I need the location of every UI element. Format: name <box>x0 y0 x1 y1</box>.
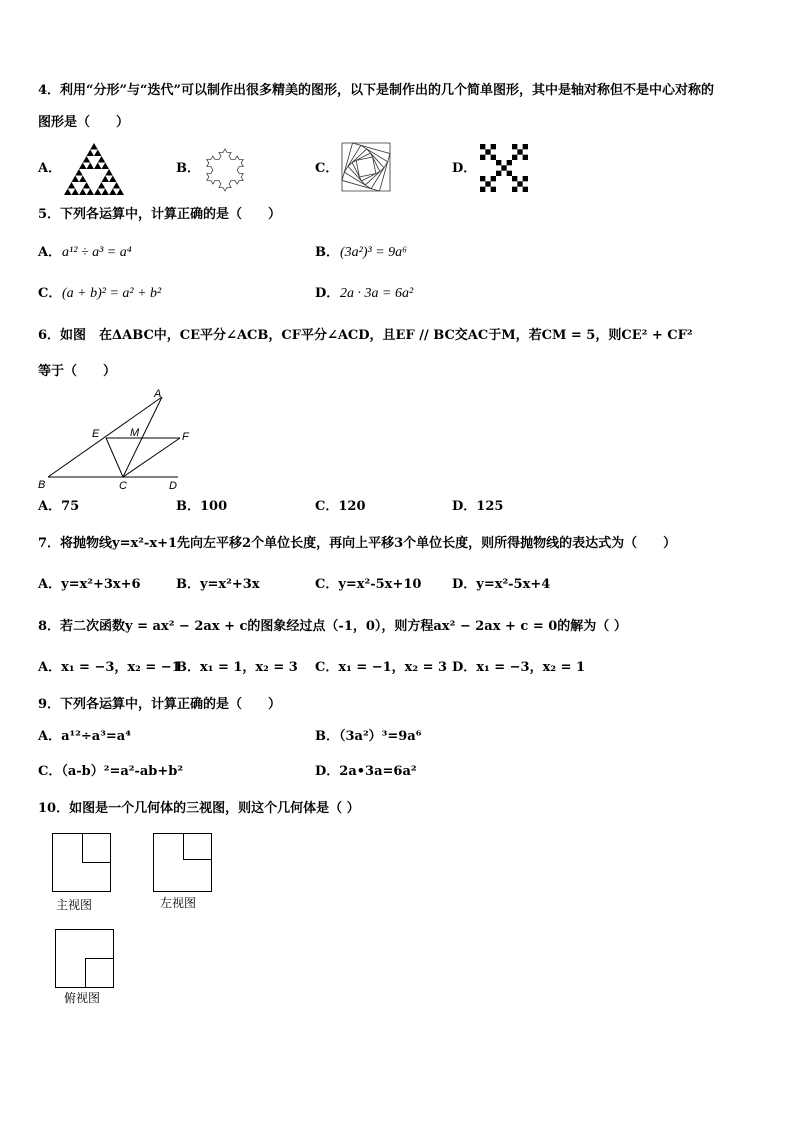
q7-option-d: D．y=x²-5x+4 <box>452 577 551 592</box>
q8-option-b: B．x₁ = 1，x₂ = 3 <box>176 660 298 675</box>
q5-option-a-formula: a¹² ÷ a³ = a⁴ <box>62 245 132 260</box>
q9-option-d: D．2a•3a=6a² <box>315 764 417 779</box>
q6-option-d: D．125 <box>452 499 504 514</box>
top-view-caption: 俯视图 <box>64 991 101 1005</box>
q7-option-c: C．y=x²-5x+10 <box>315 577 422 592</box>
point-a-label: A <box>154 388 162 400</box>
q5-option-b-label: B． <box>315 245 339 260</box>
q8-option-a: A．x₁ = −3，x₂ = −1 <box>38 660 181 675</box>
q7-stem: 7．将抛物线y=x²-x+1先向左平移2个单位长度，再向上平移3个单位长度，则所得抛物线的表达式为（ ） <box>38 536 677 551</box>
line-ca <box>123 397 162 477</box>
left-view-caption: 左视图 <box>160 896 197 910</box>
q4-option-b-label: B． <box>176 161 200 176</box>
q7-option-b: B．y=x²+3x <box>176 577 260 592</box>
q7-option-a: A．y=x²+3x+6 <box>38 577 141 592</box>
point-b-label: B <box>38 479 46 491</box>
q6-option-c: C．120 <box>315 499 366 514</box>
q8-stem: 8．若二次函数y = ax² − 2ax + c的图象经过点（-1，0），则方程ax² − 2ax + c = 0的解为（ ） <box>38 619 627 634</box>
checkered-x-fractal-figure <box>480 144 528 192</box>
q4-option-d-label: D． <box>452 161 477 176</box>
q5-option-d-formula: 2a · 3a = 6a² <box>340 286 414 301</box>
q5-option-b-formula: (3a²)³ = 9a⁶ <box>340 245 408 260</box>
q9-stem: 9．下列各运算中，计算正确的是（ ） <box>38 697 282 712</box>
left-view-figure <box>153 833 213 893</box>
q5-option-c-label: C． <box>38 286 62 301</box>
front-view-figure <box>52 833 112 893</box>
q5-option-a-label: A． <box>38 245 62 260</box>
line-cf <box>123 438 180 477</box>
q8-option-c: C．x₁ = −1，x₂ = 3 <box>315 660 448 675</box>
front-view-caption: 主视图 <box>56 898 93 912</box>
q5-option-d-label: D． <box>315 286 340 301</box>
line-ba <box>48 397 162 477</box>
point-f-label: F <box>182 431 189 443</box>
nested-rotated-squares-figure <box>340 141 392 195</box>
top-view-figure <box>55 929 115 989</box>
koch-snowflake-figure <box>200 144 250 194</box>
point-d-label: D <box>169 480 177 492</box>
sierpinski-triangle-figure <box>62 141 126 195</box>
q8-option-d: D．x₁ = −3，x₂ = 1 <box>452 660 586 675</box>
q4-option-a-label: A． <box>38 161 62 176</box>
q4-stem-line1: 4．利用“分形”与“迭代”可以制作出很多精美的图形，以下是制作出的几个简单图形，其中是轴对称但不是中心对称的 <box>38 83 714 98</box>
q10-stem: 10．如图是一个几何体的三视图，则这个几何体是（ ） <box>38 801 360 816</box>
line-ce <box>106 438 123 477</box>
q5-option-c-formula: (a + b)² = a² + b² <box>62 286 162 301</box>
q5-stem: 5．下列各运算中，计算正确的是（ ） <box>38 207 282 222</box>
q9-option-a: A．a¹²÷a³=a⁴ <box>38 729 131 744</box>
q4-stem-line2: 图形是（ ） <box>38 115 130 130</box>
q4-option-c-label: C． <box>315 161 339 176</box>
q9-option-c: C．（a-b）²=a²-ab+b² <box>38 764 184 779</box>
point-e-label: E <box>92 428 100 440</box>
triangle-abc-diagram <box>38 385 208 495</box>
q6-stem-line1: 6．如图 在ΔABC中，CE平分∠ACB，CF平分∠ACD，且EF // BC交AC于M，若CM = 5，则CE² + CF² <box>38 328 693 343</box>
q6-option-a: A．75 <box>38 499 80 514</box>
point-c-label: C <box>119 480 127 492</box>
q6-stem-line2: 等于（ ） <box>38 364 117 379</box>
q6-option-b: B．100 <box>176 499 228 514</box>
point-m-label: M <box>130 427 140 439</box>
q9-option-b: B．（3a²）³=9a⁶ <box>315 729 422 744</box>
